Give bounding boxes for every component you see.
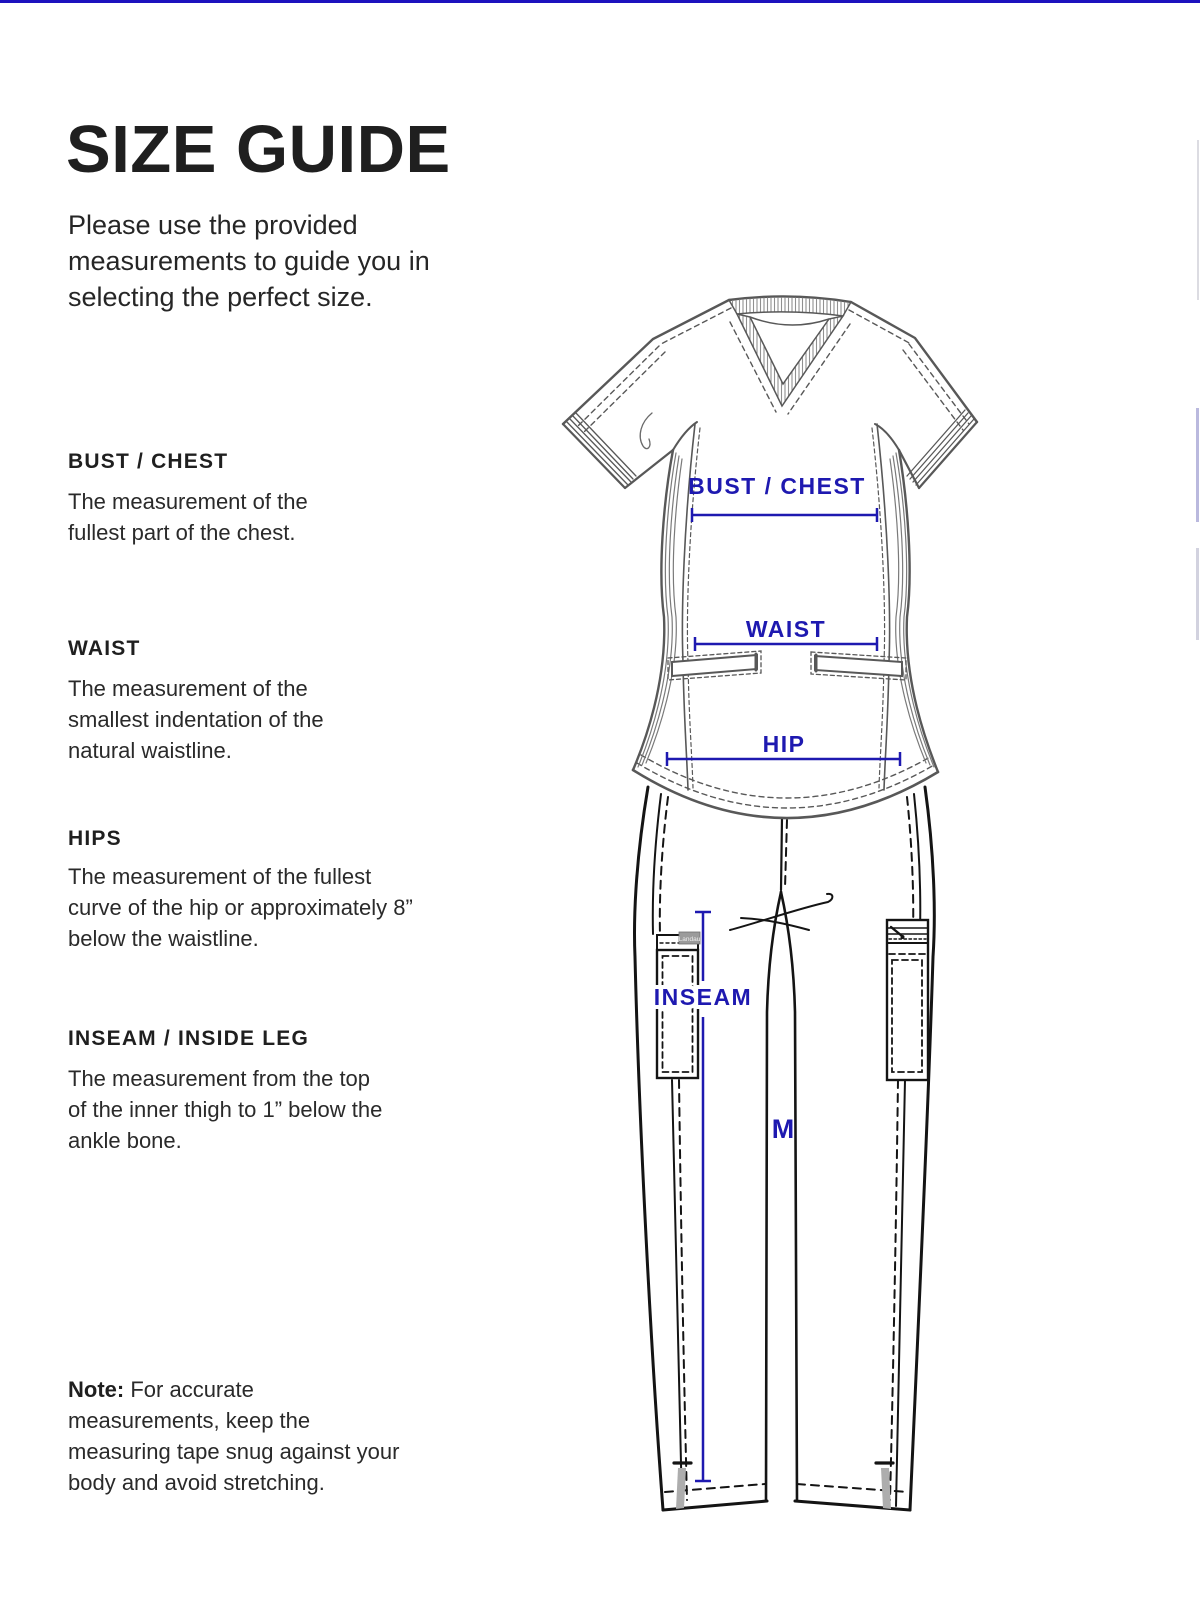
right-cargo-pocket bbox=[887, 920, 928, 1080]
section-heading-hips: HIPS bbox=[68, 827, 122, 850]
section-body-hips: The measurement of the fullest curve of the hip or approximately 8” below the waistline. bbox=[68, 864, 413, 951]
section-body-bust: The measurement of the fullest part of the chest. bbox=[68, 489, 308, 545]
scrub-pants-drawing bbox=[635, 787, 935, 1510]
top-accent-border bbox=[0, 0, 1200, 3]
section-body-inseam: The measurement from the top of the inner thigh to 1” below the ankle bone. bbox=[68, 1066, 383, 1153]
intro-text: Please use the provided measurements to guide you in selecting the perfect size. bbox=[68, 210, 430, 312]
section-heading-bust: BUST / CHEST bbox=[68, 450, 229, 473]
bust-chest-label: BUST / CHEST bbox=[688, 473, 866, 499]
page-title: SIZE GUIDE bbox=[66, 111, 451, 187]
section-body-waist: The measurement of the smallest indentation of the natural waistline. bbox=[68, 676, 324, 763]
page-edge-artifact bbox=[1196, 548, 1199, 640]
hip-label: HIP bbox=[762, 731, 806, 757]
note-text: Note: For accurate measurements, keep the measuring tape snug against your body and avoid stretching. bbox=[68, 1377, 400, 1495]
waist-label: WAIST bbox=[745, 616, 827, 642]
page-edge-artifact bbox=[1197, 140, 1199, 300]
inseam-label: INSEAM bbox=[653, 984, 753, 1010]
size-guide-diagram bbox=[525, 282, 1005, 1547]
section-heading-inseam: INSEAM / INSIDE LEG bbox=[68, 1027, 309, 1050]
size-letter-label: M bbox=[771, 1114, 795, 1144]
section-heading-waist: WAIST bbox=[68, 637, 141, 660]
note-label: Note: bbox=[68, 1377, 125, 1402]
page-edge-artifact bbox=[1196, 408, 1199, 522]
brand-tag-text: Landau bbox=[678, 936, 701, 943]
